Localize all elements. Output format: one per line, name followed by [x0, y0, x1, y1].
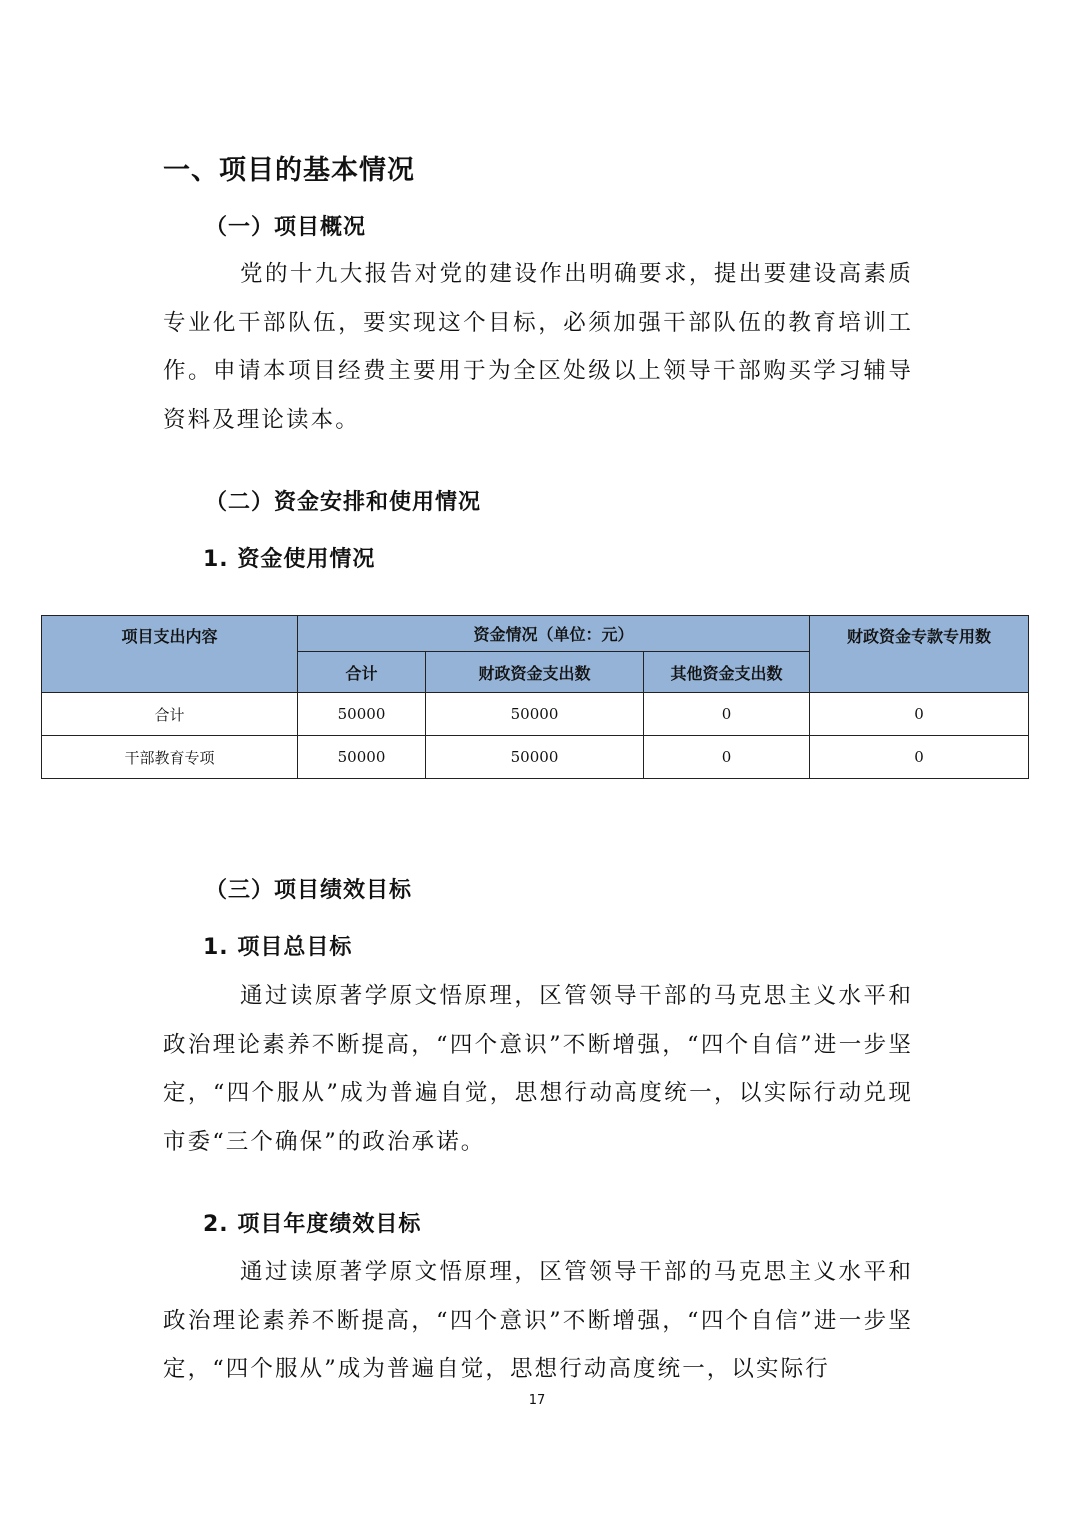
annual-goal-title: 2. 项目年度绩效目标: [203, 1212, 422, 1237]
cell: 干部教育专项: [42, 736, 298, 779]
header-fiscal-spend: 财政资金支出数: [426, 652, 644, 693]
funding-table: [41, 615, 1029, 779]
overall-goal-title: 1. 项目总目标: [203, 935, 353, 960]
subsection-title-goals: （三）项目绩效目标: [205, 878, 413, 903]
header-special-fund: 财政资金专款专用数: [810, 616, 1029, 693]
header-expense-content: 项目支出内容: [42, 616, 298, 693]
cell: 50000: [298, 693, 426, 736]
cell: 50000: [426, 736, 644, 779]
funding-usage-title: 1. 资金使用情况: [203, 547, 376, 572]
cell: 0: [810, 693, 1029, 736]
subsection-title-funding: （二）资金安排和使用情况: [205, 490, 482, 515]
subsection-title-overview: （一）项目概况: [205, 215, 367, 240]
cell: 0: [810, 736, 1029, 779]
overview-paragraph: [163, 250, 913, 444]
page-number: 17: [528, 1393, 546, 1408]
cell: 0: [644, 736, 810, 779]
overview-text: 党的十九大报告对党的建设作出明确要求，提出要建设高素质专业化干部队伍，要实现这个目标，必须加强干部队伍的教育培训工作。申请本项目经费主要用于为全区处级以上领导干部购买学习辅导资料及理论读本。: [163, 261, 913, 433]
annual-goal-text: 通过读原著学原文悟原理，区管领导干部的马克思主义水平和政治理论素养不断提高，“四个意识”不断增强，“四个自信”进一步坚定，“四个服从”成为普遍自觉，思想行动高度统一，以实际行: [163, 1259, 913, 1382]
header-total: 合计: [298, 652, 426, 693]
overall-goal-text: 通过读原著学原文悟原理，区管领导干部的马克思主义水平和政治理论素养不断提高，“四个意识”不断增强，“四个自信”进一步坚定，“四个服从”成为普遍自觉，思想行动高度统一，以实际行动兑现市委“三个确保”的政治承诺。: [163, 983, 913, 1155]
table-row: [42, 693, 1029, 736]
header-other-spend: 其他资金支出数: [644, 652, 810, 693]
cell: 0: [644, 693, 810, 736]
header-funding-group: 资金情况（单位：元）: [298, 616, 810, 652]
cell: 50000: [298, 736, 426, 779]
annual-goal-paragraph: [163, 1248, 913, 1394]
cell: 50000: [426, 693, 644, 736]
table-header-row: [42, 616, 1029, 652]
section-title: 一、项目的基本情况: [163, 155, 415, 186]
overall-goal-paragraph: [163, 972, 913, 1166]
table-row: [42, 736, 1029, 779]
cell: 合计: [42, 693, 298, 736]
